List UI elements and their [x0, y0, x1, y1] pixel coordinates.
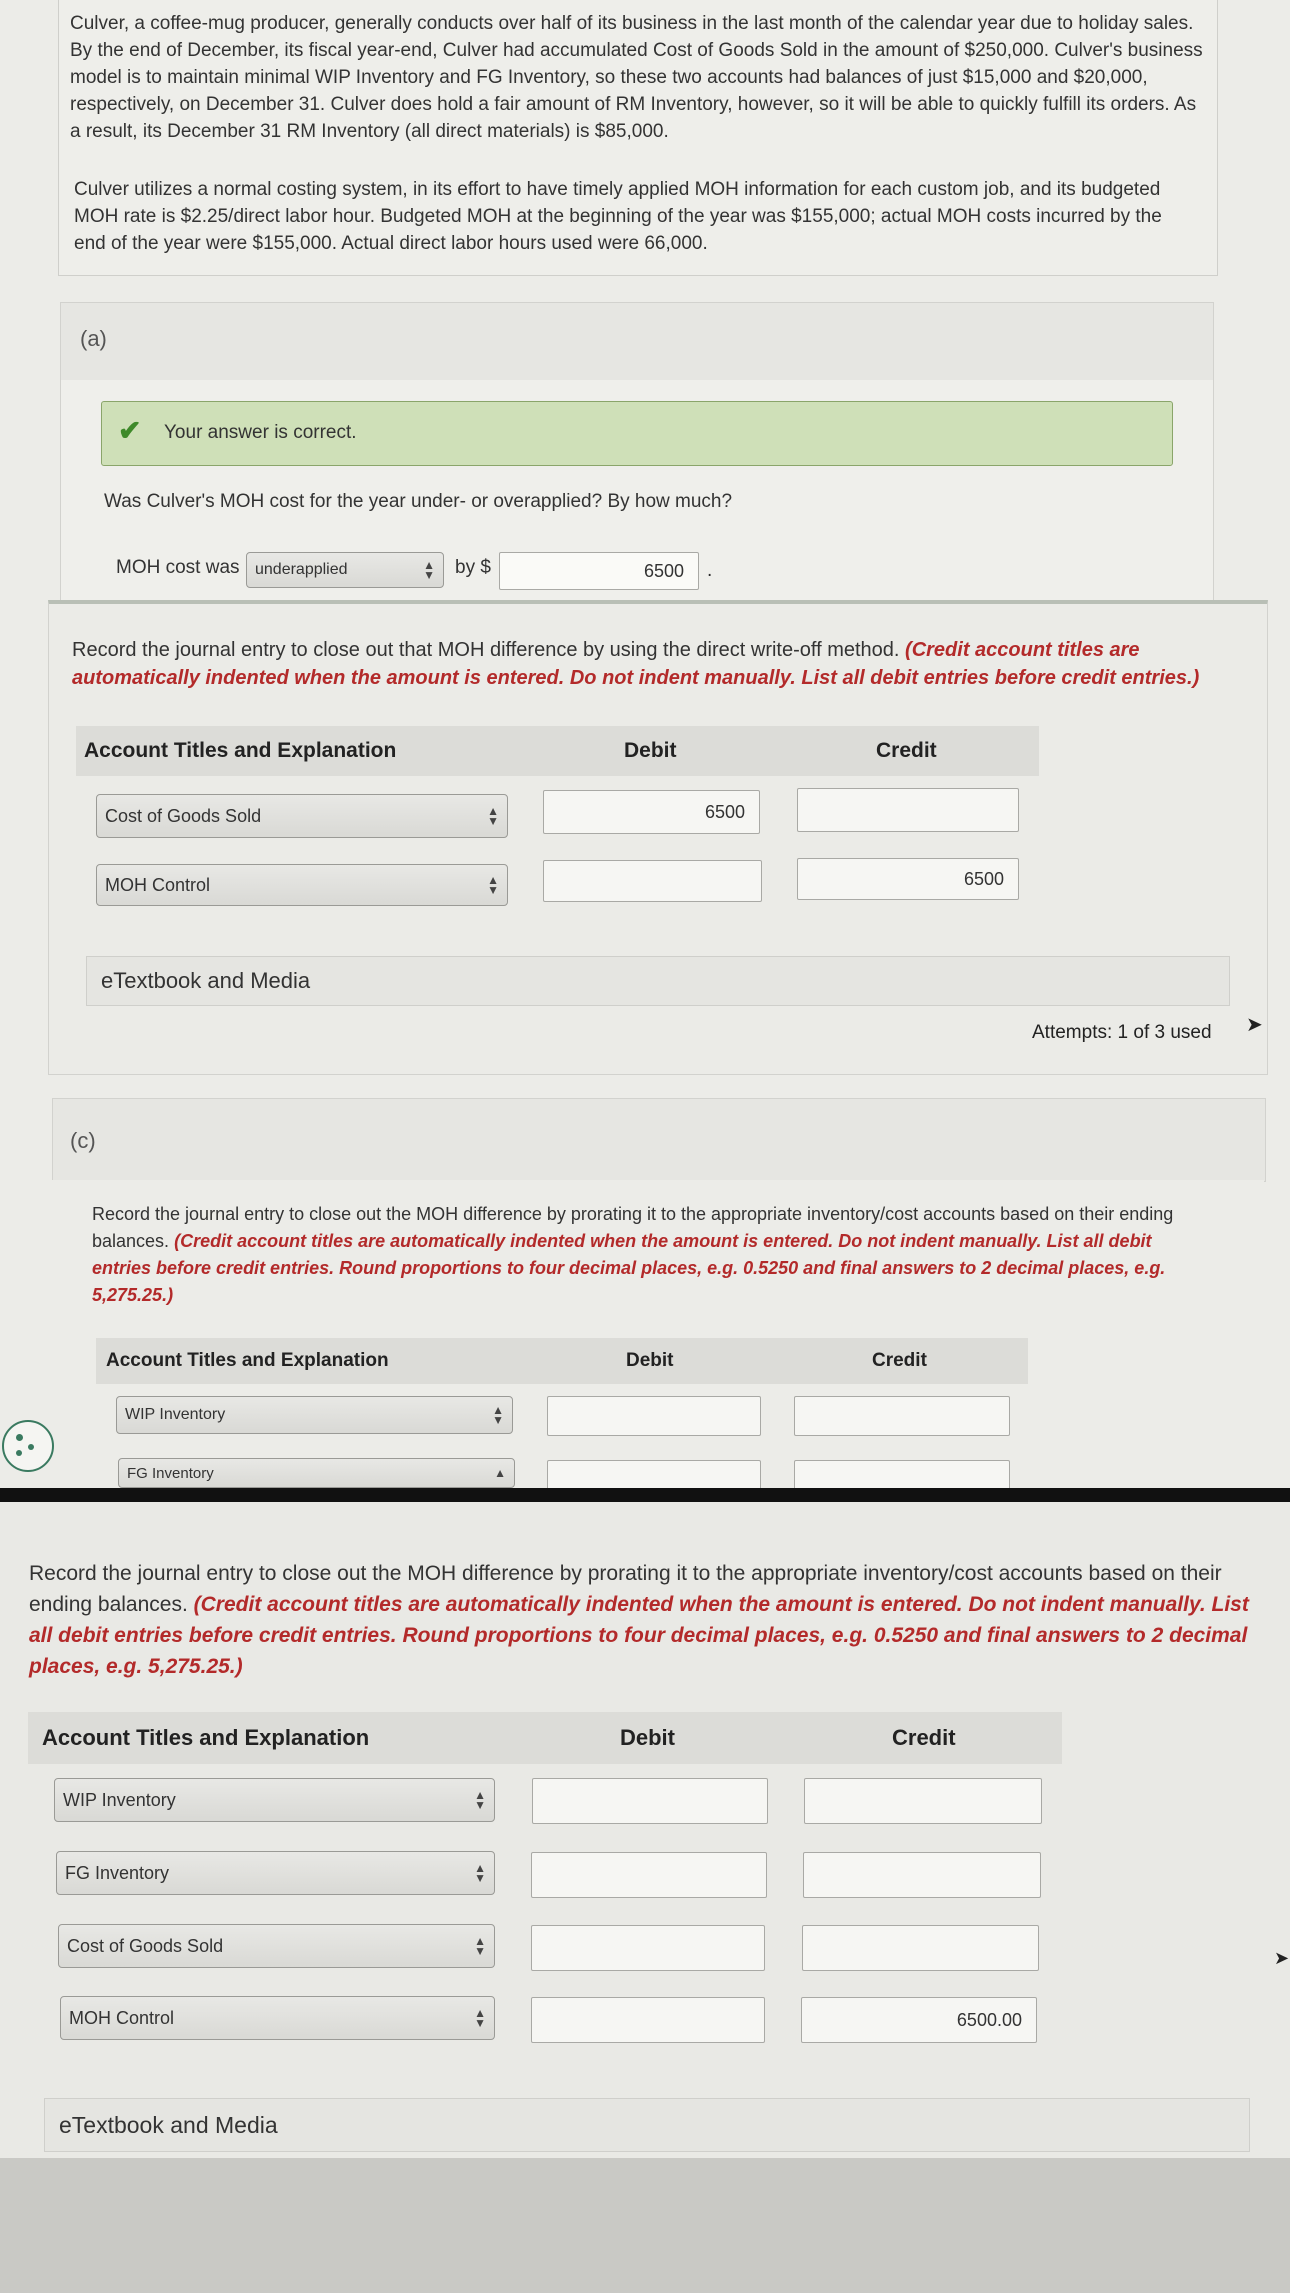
header-credit: Credit — [872, 1350, 927, 1371]
select-arrows-icon: ▲ ▼ — [487, 804, 499, 828]
header-debit: Debit — [620, 1725, 675, 1750]
checkmark-icon: ✔ — [118, 415, 142, 446]
part-b-account-select-1[interactable] — [96, 794, 508, 838]
account-value: WIP Inventory — [125, 1406, 226, 1423]
account-value: MOH Control — [105, 874, 211, 895]
part-b-debit-input-2[interactable] — [543, 860, 762, 902]
correct-message: Your answer is correct. — [164, 422, 357, 443]
period: . — [707, 560, 713, 581]
zoom-account-select-1[interactable] — [54, 1778, 495, 1822]
problem-intro: Culver, a coffee-mug producer, generally conducts over half of its business in the last month of the calendar year due to holiday sales. By the end of December, its fiscal year-end, Culver had accumulated Cost of Goods Sold in the amount of $250,000. Culver's business model is to maintain minimal WIP Inventory and FG Inventory, so these two accounts had balances of just $15,000 and $20,000, respectively, on December 31. Culver does hold a fair amount of RM Inventory, however, so it will be able to quickly fulfill its orders. As a result, its December 31 RM Inventory (all direct materials) is $85,000. — [70, 13, 1203, 142]
header-account: Account Titles and Explanation — [106, 1350, 389, 1371]
moh-prefix: MOH cost was — [116, 557, 240, 578]
select-arrows-icon: ▲ ▼ — [474, 2006, 486, 2030]
part-b-instruction-note: (Credit account titles are automatically indented when the amount is entered. Do not indent manually. List all debit entries before credit entries.) — [72, 639, 1200, 689]
zoom-etextbook-media-link[interactable] — [44, 2098, 1250, 2152]
part-c-debit-input-2[interactable] — [547, 1460, 761, 1490]
part-b-credit-input-1[interactable] — [797, 788, 1019, 832]
etextbook-label: eTextbook and Media — [59, 2111, 278, 2138]
zoom-instruction — [29, 1558, 1259, 1682]
select-arrows-icon: ▲ ▼ — [423, 558, 435, 582]
moh-applied-select[interactable] — [246, 552, 444, 588]
select-arrows-icon: ▲ ▼ — [492, 1403, 504, 1427]
zoom-account-select-3[interactable] — [58, 1924, 495, 1968]
part-b-table-header — [76, 726, 1039, 776]
part-c-label: (c) — [70, 1128, 96, 1153]
select-arrows-icon: ▲ ▼ — [474, 1861, 486, 1885]
screenshot-divider — [0, 1488, 1290, 1502]
attempts-counter: Attempts: 1 of 3 used — [1032, 1022, 1212, 1043]
zoom-credit-input-4[interactable] — [801, 1997, 1037, 2043]
account-value: FG Inventory — [65, 1862, 170, 1883]
etextbook-label: eTextbook and Media — [101, 968, 311, 993]
select-arrows-icon: ▲ ▼ — [474, 1788, 486, 1812]
account-value: Cost of Goods Sold — [67, 1935, 224, 1956]
account-value: MOH Control — [69, 2007, 175, 2028]
part-b-instruction-text: Record the journal entry to close out that MOH difference by using the direct write-off method. — [72, 639, 900, 661]
zoom-debit-input-1[interactable] — [532, 1778, 768, 1824]
part-b-account-select-2[interactable] — [96, 864, 508, 906]
header-account: Account Titles and Explanation — [42, 1725, 370, 1750]
header-account: Account Titles and Explanation — [84, 739, 397, 762]
part-a-header — [60, 302, 1214, 382]
part-b-debit-input-1[interactable] — [543, 790, 760, 834]
select-arrows-icon: ▲ ▼ — [487, 873, 499, 897]
part-c-credit-input-2[interactable] — [794, 1460, 1010, 1490]
account-value: Cost of Goods Sold — [105, 805, 262, 826]
zoom-debit-input-4[interactable] — [531, 1997, 765, 2043]
zoom-credit-input-3[interactable] — [802, 1925, 1039, 1971]
moh-amount-value: 6500 — [643, 560, 684, 581]
zoom-instruction-note: (Credit account titles are automatically indented when the amount is entered. Do not indent manually. List all debit entries before credit entries. Round proportions to four decimal places, e.g. 0.5250 and final answers to 2 decimal places, e.g. 5,275.25.) — [29, 1593, 1249, 1678]
part-c-instruction — [92, 1201, 1192, 1309]
zoom-instruction-text: Record the journal entry to close out the MOH difference by prorating it to the appropriate inventory/cost accounts based on their ending balances. — [29, 1562, 1222, 1616]
part-c-credit-input-1[interactable] — [794, 1396, 1010, 1436]
account-value: FG Inventory — [127, 1465, 214, 1482]
zoom-debit-input-3[interactable] — [531, 1925, 765, 1971]
part-b-instruction — [72, 636, 1252, 692]
part-c-account-select-2[interactable] — [118, 1458, 515, 1488]
part-c-debit-input-1[interactable] — [547, 1396, 761, 1436]
zoom-account-select-2[interactable] — [56, 1851, 495, 1895]
etextbook-media-link[interactable] — [86, 956, 1230, 1006]
zoom-credit-input-2[interactable] — [803, 1852, 1041, 1898]
problem-costing: Culver utilizes a normal costing system, in its effort to have timely applied MOH information for each custom job, and its budgeted MOH rate is $2.25/direct labor hour. Budgeted MOH at the beginning of the year was $155,000; actual MOH costs incurred by the end of the year were $155,000. Actual direct labor hours used were 66,000. — [74, 179, 1162, 254]
part-c-account-select-1[interactable] — [116, 1396, 513, 1434]
moh-applied-value: underapplied — [255, 561, 348, 578]
header-credit: Credit — [892, 1725, 956, 1750]
header-debit: Debit — [624, 739, 677, 762]
credit-value: 6500 — [963, 868, 1004, 889]
select-arrows-icon: ▲ ▼ — [474, 1934, 486, 1958]
bottom-blank-area — [0, 2158, 1290, 2293]
part-a-question: Was Culver's MOH cost for the year under- or overapplied? By how much? — [104, 491, 733, 512]
select-arrows-icon: ▲ — [494, 1466, 506, 1480]
by-label: by $ — [455, 557, 491, 578]
part-b-credit-input-2[interactable] — [797, 858, 1019, 900]
zoom-debit-input-2[interactable] — [531, 1852, 767, 1898]
account-value: WIP Inventory — [63, 1789, 176, 1810]
header-debit: Debit — [626, 1350, 674, 1371]
part-c-header — [52, 1098, 1266, 1182]
header-credit: Credit — [876, 739, 937, 762]
cursor-icon: ➤ — [1274, 1948, 1290, 1968]
cursor-icon: ➤ — [1246, 1014, 1263, 1036]
part-c-instruction-text: Record the journal entry to close out the MOH difference by prorating it to the appropriate inventory/cost accounts based on their ending balances. — [92, 1204, 1174, 1251]
part-c-instruction-note: (Credit account titles are automatically indented when the amount is entered. Do not indent manually. List all debit entries before credit entries. Round proportions to four decimal places, e.g. 0.5250 and final answers to 2 decimal places, e.g. 5,275.25.) — [92, 1231, 1166, 1305]
zoom-account-select-4[interactable] — [60, 1996, 495, 2040]
debit-value: 6500 — [704, 801, 745, 822]
moh-amount-input[interactable] — [499, 552, 699, 590]
zoom-credit-input-1[interactable] — [804, 1778, 1042, 1824]
credit-value: 6500.00 — [956, 2009, 1022, 2030]
correct-banner — [101, 401, 1173, 466]
zoom-table-header — [28, 1712, 1062, 1764]
cookie-icon — [2, 1420, 54, 1472]
part-c-table-header — [96, 1338, 1028, 1384]
part-a-label: (a) — [80, 326, 107, 351]
